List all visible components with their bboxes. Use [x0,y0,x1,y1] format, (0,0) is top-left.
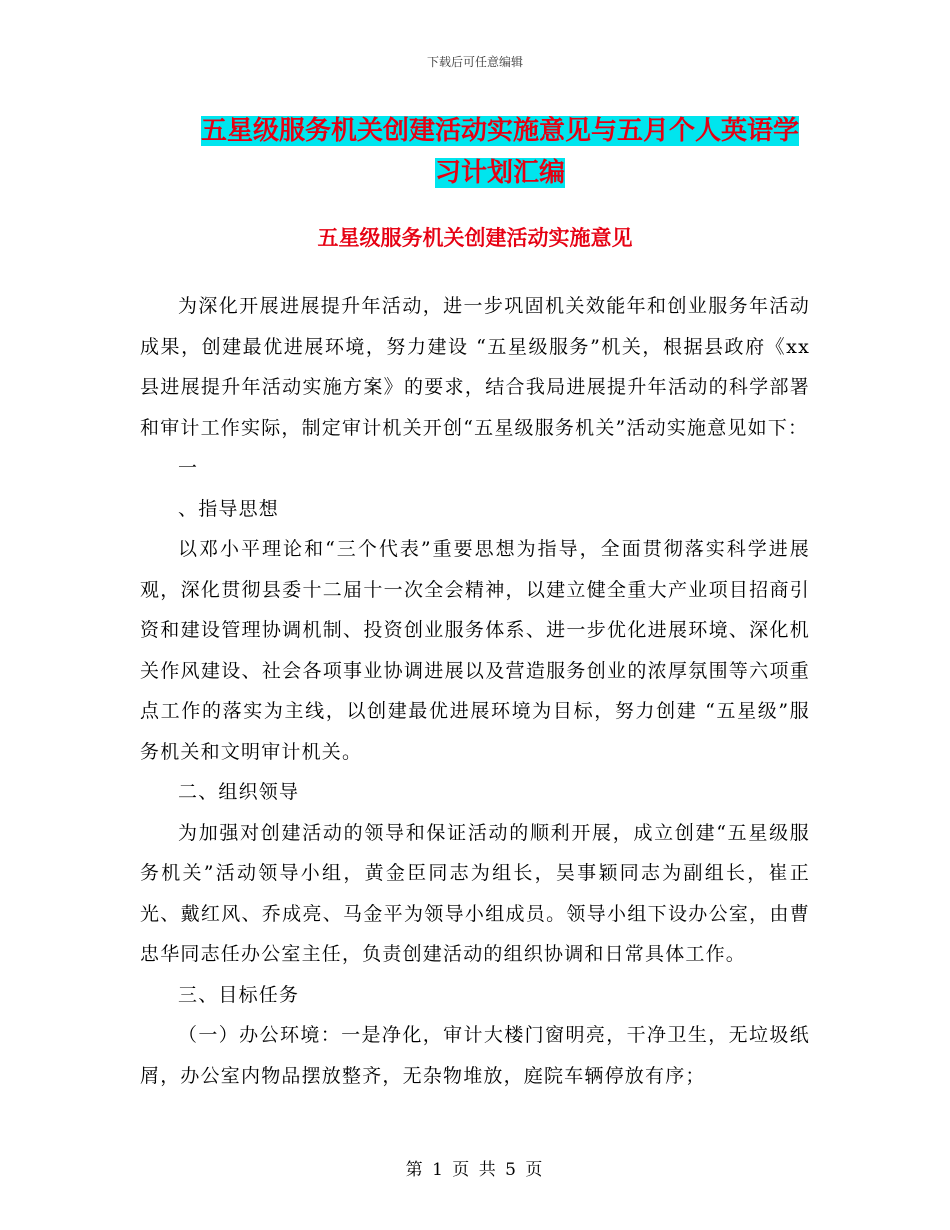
paragraph: 三、目标任务 [178,983,300,1006]
paragraph: 为深化开展进展提升年活动，进一步巩固机关效能年和创业服务年活动成果，创建最优进展环境，努力建设 “五星级服务”机关，根据县政府《xx县进展提升年活动实施方案》的要求，结合我局进展提升年活动的科学部署和审计工作实际，制定审计机关开创“五星级服务机关”活动实施意见如下： [140,295,810,439]
document-body [140,286,810,1096]
paragraph: 二、组织领导 [178,781,300,803]
document-title [140,110,860,194]
paragraph: 一 [178,457,199,479]
header-note: 下载后可任意编辑 [426,55,523,69]
document-title-line-1: 五星级服务机关创建活动实施意见与五月个人英语学 [200,116,799,146]
paragraph: 以邓小平理论和“三个代表”重要思想为指导，全面贯彻落实科学进展观，深化贯彻县委十二届十一次全会精神，以建立健全重大产业项目招商引资和建设管理协调机制、投资创业服务体系、进一步优化进展环境、深化机关作风建设、社会各项事业协调进展以及营造服务创业的浓厚氛围等六项重点工作的落实为主线，以创建最优进展环境为目标，努力创建 “五星级”服务机关和文明审计机关。 [140,538,810,763]
page-number-footer: 第 1 页 共 5 页 [405,1160,545,1180]
paragraph: 、指导思想 [178,497,280,520]
section-title: 五星级服务机关创建活动实施意见 [317,226,633,250]
document-title-line-2: 习计划汇编 [434,158,565,188]
paragraph: 为加强对创建活动的领导和保证活动的顺利开展，成立创建“五星级服务机关”活动领导小组，黄金臣同志为组长，吴事颖同志为副组长，崔正光、戴红风、乔成亮、马金平为领导小组成员。领导小组下设办公室，由曹忠华同志任办公室主任，负责创建活动的组织协调和日常具体工作。 [140,821,810,965]
paragraph: （一）办公环境：一是净化，审计大楼门窗明亮，干净卫生，无垃圾纸屑，办公室内物品摆放整齐，无杂物堆放，庭院车辆停放有序； [140,1024,810,1087]
